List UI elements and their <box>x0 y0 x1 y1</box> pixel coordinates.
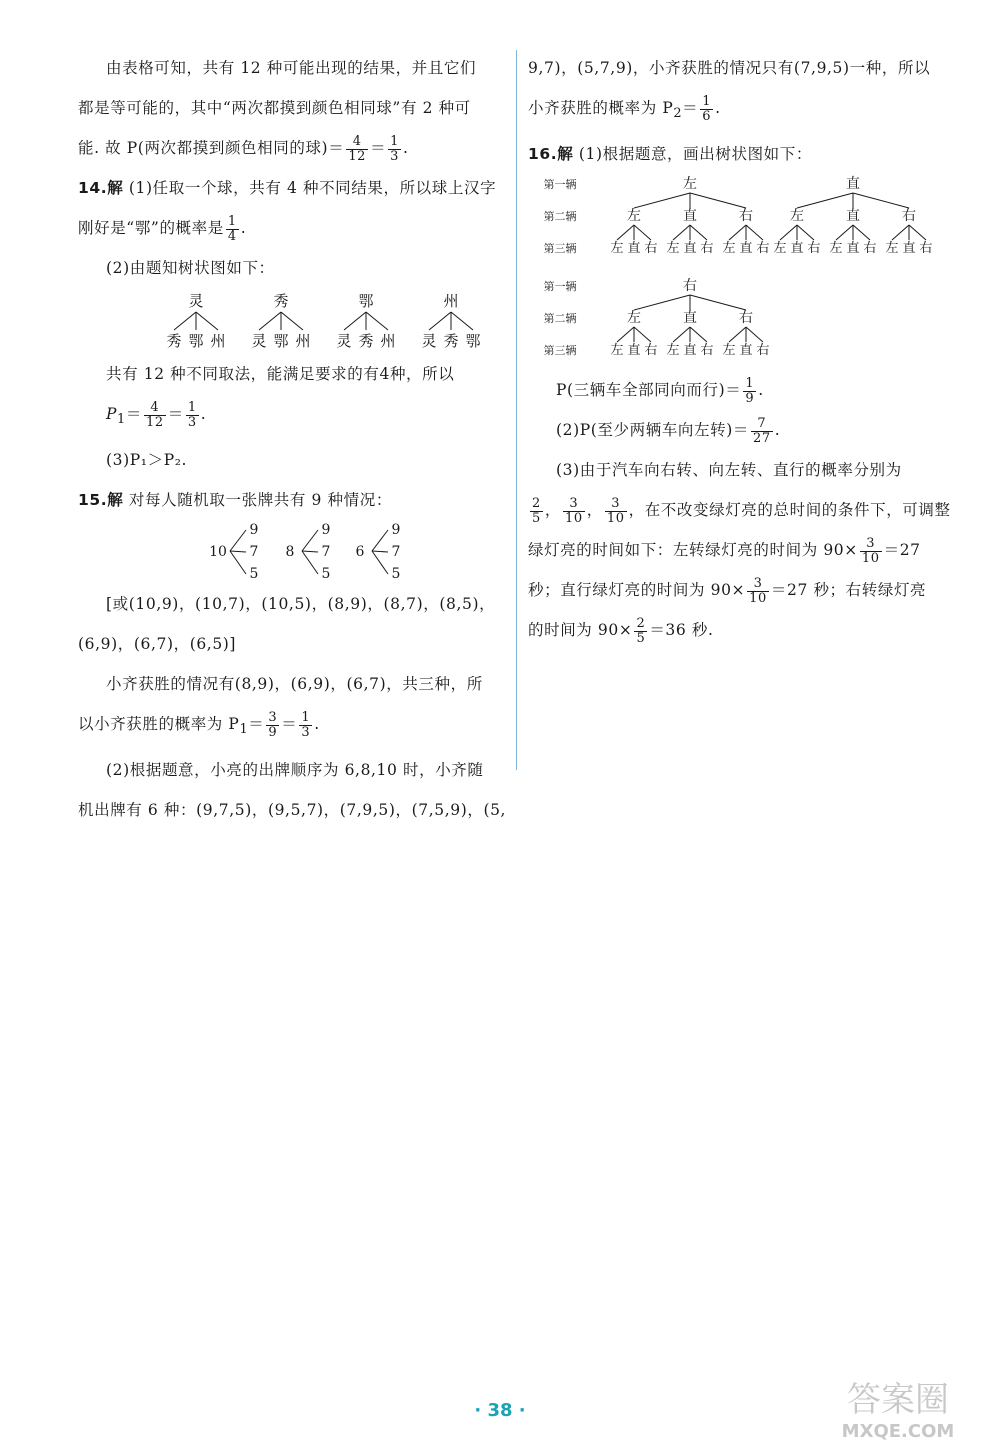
svg-text:MXQE.COM: MXQE.COM <box>841 1421 955 1442</box>
tree-node-label: 直 <box>846 176 860 193</box>
tree-branch <box>259 312 281 330</box>
tree-branch <box>729 225 746 240</box>
text-line: 小齐获胜的情况有(8,9)，(6,9)，(6,7)，共三种，所 <box>106 675 483 694</box>
fraction: $\frac{4}{12}$ <box>145 399 164 430</box>
tree-node-label: 秀 <box>358 332 374 350</box>
tree-node-label: 秀 <box>273 292 289 310</box>
text-line: 9,7)，(5,7,9)，小齐获胜的情况只有(7,9,5)一种，所以 <box>528 59 931 77</box>
tree-node-label: 直 <box>683 208 697 225</box>
tree-branch <box>853 193 909 208</box>
tree-node-label: 鄂 <box>188 332 204 350</box>
tree-branch <box>634 225 651 240</box>
tree-node-label: 直 <box>683 241 697 257</box>
watermark-logo <box>808 1373 988 1443</box>
page-number: · 38 · <box>474 1400 526 1421</box>
tree-diagram-15 <box>78 520 508 584</box>
tree-node-label: 秀 <box>443 332 459 350</box>
tree-node-label: 左 <box>627 310 641 327</box>
tree-node-label: 直 <box>627 241 641 257</box>
tree-branch <box>429 312 451 330</box>
tree-node-label: 右 <box>683 278 697 295</box>
tree-node-label: 右 <box>902 208 916 225</box>
question-15-part-1: 15.解 对每人随机取一张牌共有 9 种情况： <box>78 491 392 510</box>
tree-branch <box>174 312 196 330</box>
text-line: 秒；直行绿灯亮的时间为 90× $\frac{3}{10}$ ＝27 秒；右转绿灯亮 <box>528 575 927 606</box>
tree-branch <box>451 312 473 330</box>
tree-branch <box>690 225 707 240</box>
tree-node-label: 州 <box>380 332 396 350</box>
fraction: $\frac{1}{6}$ <box>702 93 712 124</box>
tree-branch <box>634 193 690 208</box>
tree-node-label: 左 <box>627 208 641 225</box>
tree-branch <box>746 225 763 240</box>
tree-node-label: 右 <box>700 343 714 359</box>
tree-branch <box>909 225 926 240</box>
tree-node-label: 直 <box>902 241 916 257</box>
tree-node-label: 右 <box>700 241 714 257</box>
tree-node-label: 9 <box>249 522 259 539</box>
tree-node-label: 直 <box>846 208 860 225</box>
text-line: P(三辆车全部同向而行)＝ $\frac{1}{9}$ . <box>556 375 764 406</box>
fraction: $\frac{2}{5}$ <box>532 495 541 526</box>
tree-node-label: 直 <box>739 241 753 257</box>
tree-branch <box>230 551 246 574</box>
fraction: $\frac{1}{9}$ <box>745 375 755 406</box>
tree-node-label: 右 <box>756 343 770 359</box>
tree-branch <box>372 551 388 552</box>
tree-branch <box>634 295 690 310</box>
tree-node-label: 左 <box>722 241 736 257</box>
tree-row-label: 第一辆 <box>543 178 577 192</box>
tree-branch <box>892 225 909 240</box>
tree-branch <box>797 225 814 240</box>
tree-branch <box>617 225 634 240</box>
fraction: $\frac{3}{10}$ <box>861 535 880 566</box>
tree-node-label: 右 <box>919 241 933 257</box>
tree-node-label: 鄂 <box>273 332 289 350</box>
tree-branch <box>617 327 634 342</box>
tree-node-label: 直 <box>683 343 697 359</box>
text-line: $P_1=$ $\frac{4}{12}$ ＝ $\frac{1}{3}$ . <box>106 399 207 430</box>
tree-diagram-14 <box>78 288 508 354</box>
question-14-part-1: 14.解 (1)任取一个球，共有 4 种不同结果，所以球上汉字 <box>78 179 497 197</box>
tree-row-label: 第二辆 <box>543 210 577 224</box>
text-line: (3)由于汽车向右转、向左转、直行的概率分别为 <box>556 461 902 480</box>
tree-row-label: 第三辆 <box>543 344 577 358</box>
fraction: $\frac{3}{10}$ <box>606 495 625 526</box>
tree-branch <box>366 312 388 330</box>
text-line: (2)由题知树状图如下： <box>106 259 275 277</box>
text-line: (3)P₁＞P₂. <box>106 451 188 470</box>
tree-node-label: 右 <box>863 241 877 257</box>
text-line: 以小齐获胜的概率为 $P_1=$ $\frac{3}{9}$ ＝ $\frac{1}{3}$ . <box>78 709 320 740</box>
tree-node-label: 右 <box>756 241 770 257</box>
tree-branch <box>690 193 746 208</box>
tree-node-label: 右 <box>739 208 753 225</box>
fraction: $\frac{3}{9}$ <box>268 709 278 740</box>
text-line: 刚好是“鄂”的概率是 $\frac{1}{4}$ . <box>78 213 247 244</box>
tree-branch <box>281 312 303 330</box>
text-line: 共有 12 种不同取法，能满足要求的有4种，所以 <box>106 365 455 383</box>
tree-node-label: 10 <box>209 544 227 561</box>
tree-node-label: 右 <box>644 241 658 257</box>
text-line: 的时间为 90× $\frac{2}{5}$ ＝36 秒. <box>528 615 714 646</box>
tree-node-label: 5 <box>391 566 401 583</box>
tree-node-label: 左 <box>790 208 804 225</box>
text-line: $\frac{2}{5}$ ， $\frac{3}{10}$ ， $\frac{3}{10}$ ，在不改变绿灯亮的总时间的条件下，可调整 <box>532 495 951 526</box>
tree-node-label: 左 <box>722 343 736 359</box>
text-line: 能. 故 P(两次都摸到颜色相同的球)＝ $\frac{4}{12}$ ＝ $\frac{1}{3}$ . <box>78 133 409 164</box>
tree-node-label: 左 <box>885 241 899 257</box>
tree-branch <box>673 225 690 240</box>
tree-branch <box>302 530 318 551</box>
svg-text:答案圈: 答案圈 <box>847 1380 949 1420</box>
tree-branch <box>302 551 318 574</box>
fraction: $\frac{3}{10}$ <box>749 575 767 606</box>
tree-node-label: 左 <box>683 176 697 193</box>
tree-node-label: 州 <box>443 292 459 310</box>
text-line: [或(10,9)，(10,7)，(10,5)，(8,9)，(8,7)，(8,5)， <box>106 595 496 614</box>
tree-branch <box>690 295 746 310</box>
tree-node-label: 右 <box>644 343 658 359</box>
text-line: 机出牌有 6 种：(9,7,5)，(9,5,7)，(7,9,5)，(7,5,9)，(5, <box>78 801 507 820</box>
tree-node-label: 直 <box>739 343 753 359</box>
fraction: $\frac{7}{27}$ <box>752 415 771 446</box>
tree-node-label: 直 <box>627 343 641 359</box>
text-line: (2)P(至少两辆车向左转)＝ $\frac{7}{27}$ . <box>556 415 781 446</box>
tree-node-label: 7 <box>391 544 401 561</box>
right-column <box>528 48 951 650</box>
tree-node-label: 灵 <box>421 332 437 350</box>
fraction: $\frac{3}{10}$ <box>564 495 583 526</box>
tree-node-label: 7 <box>249 544 259 561</box>
tree-node-label: 州 <box>210 332 226 350</box>
text-line: 绿灯亮的时间如下：左转绿灯亮的时间为 90× $\frac{3}{10}$ ＝27 <box>528 535 921 566</box>
tree-node-label: 鄂 <box>465 332 481 350</box>
text-line: (6,9)，(6,7)，(6,5)] <box>78 635 237 654</box>
left-column <box>78 48 508 830</box>
tree-node-label: 州 <box>295 332 311 350</box>
fraction: $\frac{1}{3}$ <box>390 133 400 164</box>
fraction: $\frac{4}{12}$ <box>348 133 367 164</box>
tree-node-label: 右 <box>807 241 821 257</box>
tree-diagram-16 <box>528 174 948 370</box>
tree-row-label: 第二辆 <box>543 312 577 326</box>
tree-node-label: 左 <box>773 241 787 257</box>
tree-branch <box>690 327 707 342</box>
tree-branch <box>746 327 763 342</box>
tree-row-label: 第一辆 <box>543 280 577 294</box>
tree-node-label: 秀 <box>166 332 182 350</box>
text-line: 小齐获胜的概率为 $P_2=$ $\frac{1}{6}$ . <box>528 93 721 124</box>
column-divider <box>516 50 517 770</box>
tree-node-label: 9 <box>391 522 401 539</box>
tree-node-label: 左 <box>610 241 624 257</box>
tree-branch <box>634 327 651 342</box>
tree-node-label: 直 <box>683 310 697 327</box>
tree-row-label: 第三辆 <box>543 242 577 256</box>
tree-node-label: 直 <box>846 241 860 257</box>
tree-node-label: 左 <box>666 241 680 257</box>
tree-branch <box>196 312 218 330</box>
tree-branch <box>302 551 318 552</box>
tree-node-label: 灵 <box>188 292 204 310</box>
tree-branch <box>853 225 870 240</box>
tree-node-label: 灵 <box>251 332 267 350</box>
tree-node-label: 直 <box>790 241 804 257</box>
tree-node-label: 6 <box>355 544 365 561</box>
fraction: $\frac{1}{4}$ <box>227 213 237 244</box>
tree-branch <box>780 225 797 240</box>
tree-branch <box>729 327 746 342</box>
fraction: $\frac{1}{3}$ <box>187 399 197 430</box>
tree-node-label: 左 <box>610 343 624 359</box>
tree-branch <box>344 312 366 330</box>
tree-branch <box>230 551 246 552</box>
text-line: 都是等可能的，其中“两次都摸到颜色相同球”有 2 种可 <box>78 99 471 117</box>
tree-node-label: 右 <box>739 310 753 327</box>
tree-branch <box>673 327 690 342</box>
tree-node-label: 9 <box>321 522 331 539</box>
tree-branch <box>372 551 388 574</box>
tree-node-label: 8 <box>285 544 295 561</box>
fraction: $\frac{1}{3}$ <box>301 709 311 740</box>
tree-node-label: 7 <box>321 544 331 561</box>
tree-node-label: 左 <box>666 343 680 359</box>
tree-branch <box>372 530 388 551</box>
tree-node-label: 5 <box>249 566 259 583</box>
fraction: $\frac{2}{5}$ <box>636 615 646 646</box>
tree-branch <box>836 225 853 240</box>
question-16-part-1: 16.解 (1)根据题意，画出树状图如下： <box>528 145 812 164</box>
tree-branch <box>797 193 853 208</box>
tree-node-label: 灵 <box>336 332 352 350</box>
tree-node-label: 5 <box>321 566 331 583</box>
text-line: 由表格可知，共有 12 种可能出现的结果，并且它们 <box>106 59 477 77</box>
tree-branch <box>230 530 246 551</box>
tree-node-label: 鄂 <box>358 292 374 310</box>
text-line: (2)根据题意，小亮的出牌顺序为 6,8,10 时，小齐随 <box>106 761 484 780</box>
tree-node-label: 左 <box>829 241 843 257</box>
